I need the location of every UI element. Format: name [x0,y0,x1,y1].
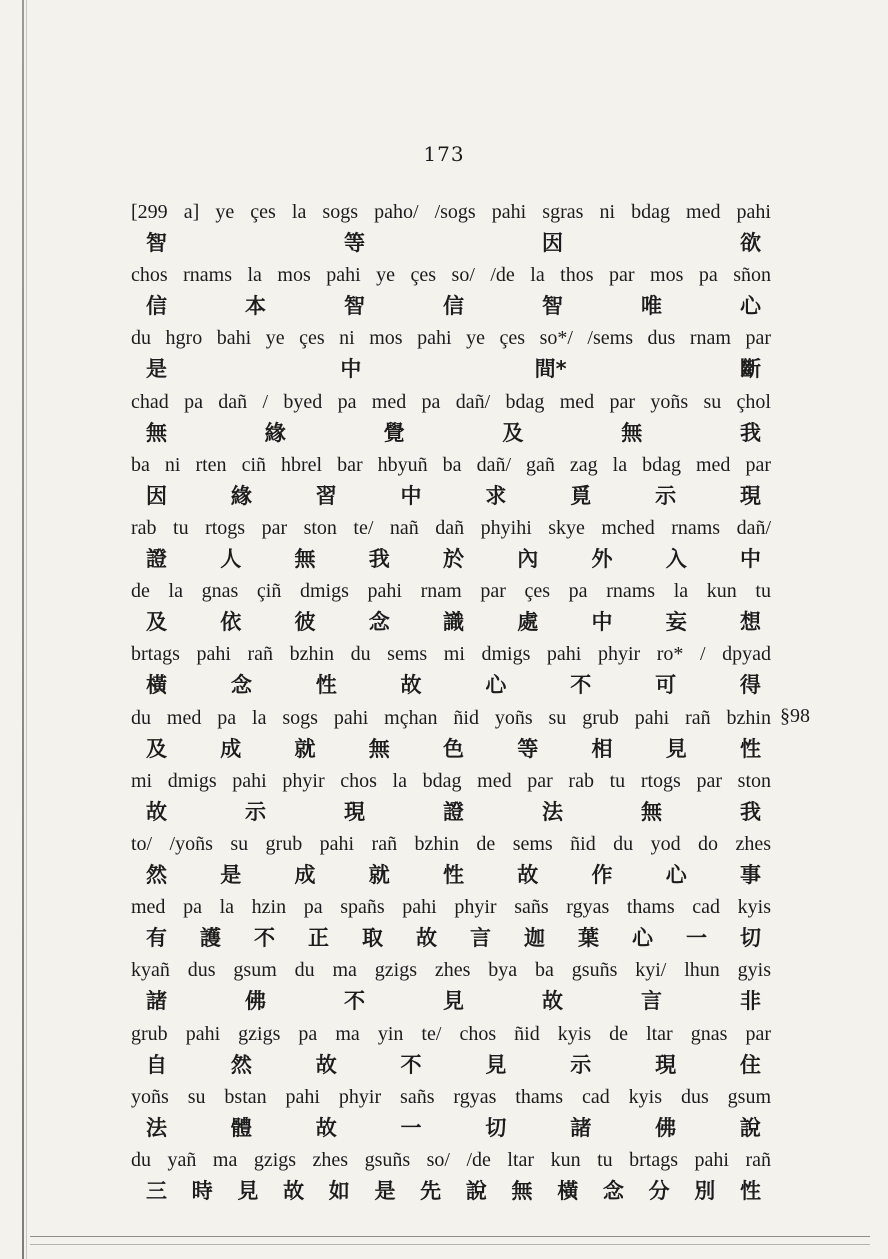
chinese-gloss-char: 取 [362,926,383,951]
chinese-gloss-char: 性 [740,736,761,761]
chinese-gloss-char: 念 [230,673,252,698]
chinese-gloss-char: 事 [740,863,761,887]
chinese-gloss-char: 故 [315,1115,337,1140]
chinese-gloss-char: 不 [570,673,592,698]
chinese-gloss-char: 唯 [641,294,662,319]
chinese-gloss-char: 一 [686,926,707,951]
chinese-gloss-char: 作 [591,863,613,887]
page-binding-edge [22,0,24,1259]
chinese-gloss-char: 相 [591,736,613,761]
chinese-gloss-char: 就 [368,863,390,887]
chinese-gloss-char: 佛 [245,989,266,1014]
chinese-gloss-char: 時 [191,1179,213,1203]
chinese-gloss-char: 信 [146,294,167,319]
chinese-gloss-char: 妄 [665,610,687,635]
chinese-gloss-char: 無 [511,1179,533,1203]
tibetan-line: rab tu rtogs par ston te/ nañ dañ phyihi skye mched rnams dañ/ [131,517,771,539]
tibetan-line: grub pahi gzigs pa ma yin te/ chos ñid kyis de ltar gnas par [131,1022,771,1045]
chinese-gloss-line [146,862,761,888]
chinese-gloss-char: 於 [443,547,464,571]
chinese-gloss-line [146,230,761,256]
chinese-gloss-line [146,1052,761,1078]
chinese-gloss-char: 就 [294,736,316,761]
chinese-gloss-char: 現 [655,1052,677,1077]
tibetan-line: du hgro bahi ye çes ni mos pahi ye çes so*/ /sems dus rnam par [131,327,771,350]
chinese-gloss-char: 性 [315,673,337,698]
chinese-gloss-char: 處 [517,610,539,635]
chinese-gloss-char: 迦 [524,926,545,951]
bottom-rule-secondary [30,1244,870,1245]
chinese-gloss-char: 故 [146,799,167,824]
chinese-gloss-char: 然 [146,863,167,887]
chinese-gloss-char: 無 [368,736,390,761]
chinese-gloss-char: 因 [146,483,167,508]
chinese-gloss-char: 成 [220,736,242,761]
chinese-gloss-char: 可 [655,673,677,698]
chinese-gloss-char: 心 [632,926,653,951]
chinese-gloss-char: 不 [254,926,275,951]
chinese-gloss-char: 智 [146,231,167,255]
chinese-gloss-char: 是 [220,863,242,887]
tibetan-line: chad pa dañ / byed pa med pa dañ/ bdag med par yoñs su çhol [131,390,771,413]
chinese-gloss-char: 是 [374,1179,396,1203]
chinese-gloss-char: 等 [344,231,365,255]
chinese-gloss-line [146,546,761,572]
chinese-gloss-line [146,1178,761,1204]
chinese-gloss-char: 及 [146,736,167,761]
tibetan-line: to/ /yoñs su grub pahi rañ bzhin de sems ñid du yod do zhes [131,833,771,855]
chinese-gloss-char: 自 [146,1052,167,1077]
chinese-gloss-char: 示 [570,1052,592,1077]
chinese-gloss-line [146,420,761,446]
chinese-gloss-char: 現 [344,799,365,824]
chinese-gloss-char: 故 [283,1179,305,1203]
chinese-gloss-char: 有 [146,926,167,951]
tibetan-line: kyañ dus gsum du ma gzigs zhes bya ba gsuñs kyi/ lhun gyis [131,959,771,982]
chinese-gloss-char: 切 [740,926,761,951]
chinese-gloss-char: 見 [485,1052,507,1077]
chinese-gloss-char: 入 [665,547,687,571]
chinese-gloss-char: 我 [739,420,761,445]
chinese-gloss-char: 非 [740,989,761,1014]
chinese-gloss-char: 現 [739,483,761,508]
tibetan-line: [299 a] ye çes la sogs paho/ /sogs pahi sgras ni bdag med pahi [131,201,771,223]
tibetan-line: ba ni rten ciñ hbrel bar hbyuñ ba dañ/ gañ zag la bdag med par [131,453,771,476]
chinese-gloss-char: 是 [146,357,167,382]
chinese-gloss-char: 示 [245,799,266,824]
chinese-gloss-char: 覓 [570,483,592,508]
chinese-gloss-char: 緣 [230,483,252,508]
chinese-gloss-char: 及 [146,610,167,635]
chinese-gloss-char: 言 [641,989,662,1014]
chinese-gloss-char: 正 [308,926,329,951]
tibetan-line: med pa la hzin pa spañs pahi phyir sañs rgyas thams cad kyis [131,896,771,919]
chinese-gloss-char: 彼 [294,610,316,635]
chinese-gloss-char: 中 [591,610,613,635]
chinese-gloss-char: 本 [245,294,266,319]
chinese-gloss-char: 故 [542,989,563,1014]
chinese-gloss-char: 然 [230,1052,252,1077]
chinese-gloss-char: 不 [400,1052,422,1077]
chinese-gloss-char: 橫 [557,1179,579,1203]
chinese-gloss-char: 心 [485,673,507,698]
chinese-gloss-char: 無 [641,799,662,824]
chinese-gloss-char: 人 [220,547,242,571]
chinese-gloss-line [146,925,761,951]
chinese-gloss-char: 別 [694,1179,716,1203]
chinese-gloss-char: 護 [200,926,221,951]
margin-section-note: §98 [780,705,810,727]
chinese-gloss-char: 故 [315,1052,337,1077]
chinese-gloss-char: 覺 [383,420,405,445]
chinese-gloss-char: 得 [739,673,761,698]
chinese-gloss-line [146,293,761,319]
chinese-gloss-char: 葉 [578,926,599,951]
chinese-gloss-char: 中 [340,357,362,382]
chinese-gloss-char: 故 [400,673,422,698]
chinese-gloss-line [146,356,761,382]
chinese-gloss-char: 故 [517,863,539,887]
chinese-gloss-char: 切 [485,1115,507,1140]
chinese-gloss-char: 依 [220,610,242,635]
chinese-gloss-line [146,988,761,1014]
chinese-gloss-char: 緣 [264,420,286,445]
chinese-gloss-char: 求 [485,483,507,508]
tibetan-line: brtags pahi rañ bzhin du sems mi dmigs pahi phyir ro* / dpyad [131,643,771,666]
chinese-gloss-char: 想 [740,610,761,635]
chinese-gloss-char: 中 [740,547,761,571]
chinese-gloss-char: 因 [542,231,563,255]
chinese-gloss-char: 諸 [570,1115,592,1140]
chinese-gloss-char: 念 [368,610,390,635]
chinese-gloss-char: 智 [344,294,365,319]
chinese-gloss-char: 信 [443,294,464,319]
chinese-gloss-char: 橫 [146,673,167,698]
chinese-gloss-char: 佛 [655,1115,677,1140]
chinese-gloss-line [146,736,761,762]
chinese-gloss-char: 體 [230,1115,252,1140]
chinese-gloss-line [146,609,761,635]
chinese-gloss-char: 間* [534,357,567,382]
chinese-gloss-char: 成 [294,863,316,887]
bottom-rule [30,1236,870,1237]
chinese-gloss-char: 心 [665,863,687,887]
chinese-gloss-char: 念 [602,1179,624,1203]
chinese-gloss-char: 等 [517,736,539,761]
chinese-gloss-char: 無 [294,547,316,571]
chinese-gloss-char: 法 [542,799,563,824]
chinese-gloss-char: 法 [146,1115,167,1140]
tibetan-line: du med pa la sogs pahi mçhan ñid yoñs su grub pahi rañ bzhin [131,706,771,729]
chinese-gloss-char: 欲 [740,231,761,255]
chinese-gloss-char: 心 [740,294,761,319]
chinese-gloss-line [146,799,761,825]
chinese-gloss-char: 斷 [739,357,761,382]
tibetan-line: yoñs su bstan pahi phyir sañs rgyas thams cad kyis dus gsum [131,1085,771,1108]
tibetan-line: mi dmigs pahi phyir chos la bdag med par rab tu rtogs par ston [131,769,771,792]
chinese-gloss-char: 如 [328,1179,350,1203]
chinese-gloss-char: 證 [443,799,464,824]
chinese-gloss-char: 證 [146,547,167,571]
chinese-gloss-char: 及 [502,420,524,445]
chinese-gloss-line [146,672,761,698]
chinese-gloss-char: 內 [517,547,539,571]
chinese-gloss-char: 無 [146,420,167,445]
tibetan-line: de la gnas çiñ dmigs pahi rnam par çes pa rnams la kun tu [131,580,771,603]
chinese-gloss-char: 見 [443,989,464,1014]
chinese-gloss-char: 智 [542,294,563,319]
chinese-gloss-char: 見 [665,736,687,761]
chinese-gloss-char: 住 [739,1052,761,1077]
chinese-gloss-char: 先 [420,1179,442,1203]
chinese-gloss-line [146,1115,761,1141]
tibetan-line: du yañ ma gzigs zhes gsuñs so/ /de ltar kun tu brtags pahi rañ [131,1149,771,1171]
chinese-gloss-char: 性 [739,1179,761,1203]
chinese-gloss-char: 性 [443,863,464,887]
page-binding-shadow [26,0,27,1259]
chinese-gloss-char: 言 [470,926,491,951]
chinese-gloss-char: 諸 [146,989,167,1014]
chinese-gloss-char: 說 [465,1179,487,1203]
chinese-gloss-char: 分 [648,1179,670,1203]
chinese-gloss-char: 說 [739,1115,761,1140]
chinese-gloss-char: 我 [740,799,761,824]
chinese-gloss-char: 中 [400,483,422,508]
chinese-gloss-char: 我 [368,547,390,571]
chinese-gloss-char: 習 [315,483,337,508]
chinese-gloss-line [146,483,761,509]
chinese-gloss-char: 三 [146,1179,167,1203]
chinese-gloss-char: 一 [400,1115,422,1140]
tibetan-line: chos rnams la mos pahi ye çes so/ /de la thos par mos pa sñon [131,264,771,287]
chinese-gloss-char: 外 [591,547,613,571]
chinese-gloss-char: 不 [344,989,365,1014]
chinese-gloss-char: 示 [655,483,677,508]
page-number: 173 [423,142,465,166]
chinese-gloss-char: 無 [621,420,643,445]
chinese-gloss-char: 見 [237,1179,259,1203]
chinese-gloss-char: 故 [416,926,437,951]
chinese-gloss-char: 色 [443,736,464,761]
chinese-gloss-char: 識 [443,610,464,635]
